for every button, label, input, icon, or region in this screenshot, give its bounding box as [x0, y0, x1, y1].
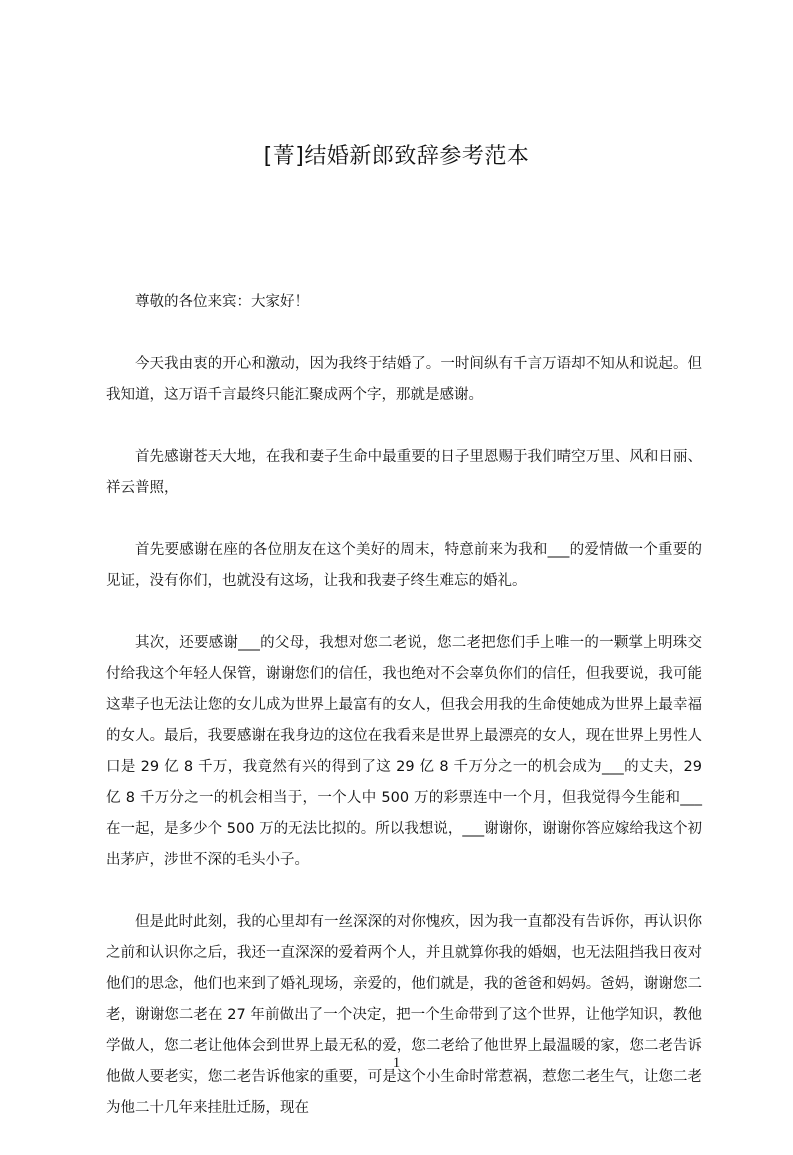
paragraph-salutation: 尊敬的各位来宾：大家好！: [135, 294, 309, 310]
document-body: [106, 287, 702, 1155]
paragraph-thanks-guests: 首先要感谢在座的各位朋友在这个美好的周末，特意前来为我和___的爱情做一个重要的见证，没有你们，也就没有这场，让我和我妻子终生难忘的婚礼。: [106, 542, 702, 589]
paragraph-thanks-heaven: 首先感谢苍天大地，在我和妻子生命中最重要的日子里恩赐于我们晴空万里、风和日丽、祥云普照，: [106, 449, 702, 496]
page-number: 1: [392, 1055, 401, 1071]
document-title: [菁]结婚新郎致辞参考范本: [263, 144, 530, 169]
paragraph-opening: 今天我由衷的开心和激动，因为我终于结婚了。一时间纵有千言万语却不知从和说起。但我知道，这万语千言最终只能汇聚成两个字，那就是感谢。: [106, 356, 702, 403]
paragraph-thanks-parents: 但是此时此刻，我的心里却有一丝深深的对你愧疚，因为我一直都没有告诉你，再认识你之前和认识你之后，我还一直深深的爱着两个人，并且就算你我的婚姻，也无法阻挡我日夜对他们的思念，他们也来到了婚礼现场，亲爱的，他们就是，我的爸爸和妈妈。爸妈，谢谢您二老，谢谢您二老在 27 年前做出了一个决定，把一个生命带到了这个世界，让他学知识，教他学做人，您二老让他体会到世界上最无私的爱，您二老给了他世界上最温暖的家，您二老告诉他做人要老实，您二老告诉他家的重要，可是这个小生命时常惹祸，惹您二老生气，让您二老为他二十几年来挂肚迁肠，现在: [106, 914, 702, 1116]
paragraph-thanks-in-laws: 其次，还要感谢___的父母，我想对您二老说，您二老把您们手上唯一的一颗掌上明珠交付给我这个年轻人保管，谢谢您们的信任，我也绝对不会辜负你们的信任，但我要说，我可能这辈子也无法让您的女儿成为世界上最富有的女人，但我会用我的生命使她成为世界上最幸福的女人。最后，我要感谢在我身边的这位在我看来是世界上最漂亮的女人，现在世界上男性人口是 29 亿 8 千万，我竟然有兴的得到了这 29 亿 8 千万分之一的机会成为___的丈夫，29 亿 8 千万分之一的机会相当于，一个人中 500 万的彩票连中一个月，但我觉得今生能和___在一起，是多少个 500 万的无法比拟的。所以我想说，___谢谢你，谢谢你答应嫁给我这个初出茅庐，涉世不深的毛头小子。: [106, 635, 702, 868]
